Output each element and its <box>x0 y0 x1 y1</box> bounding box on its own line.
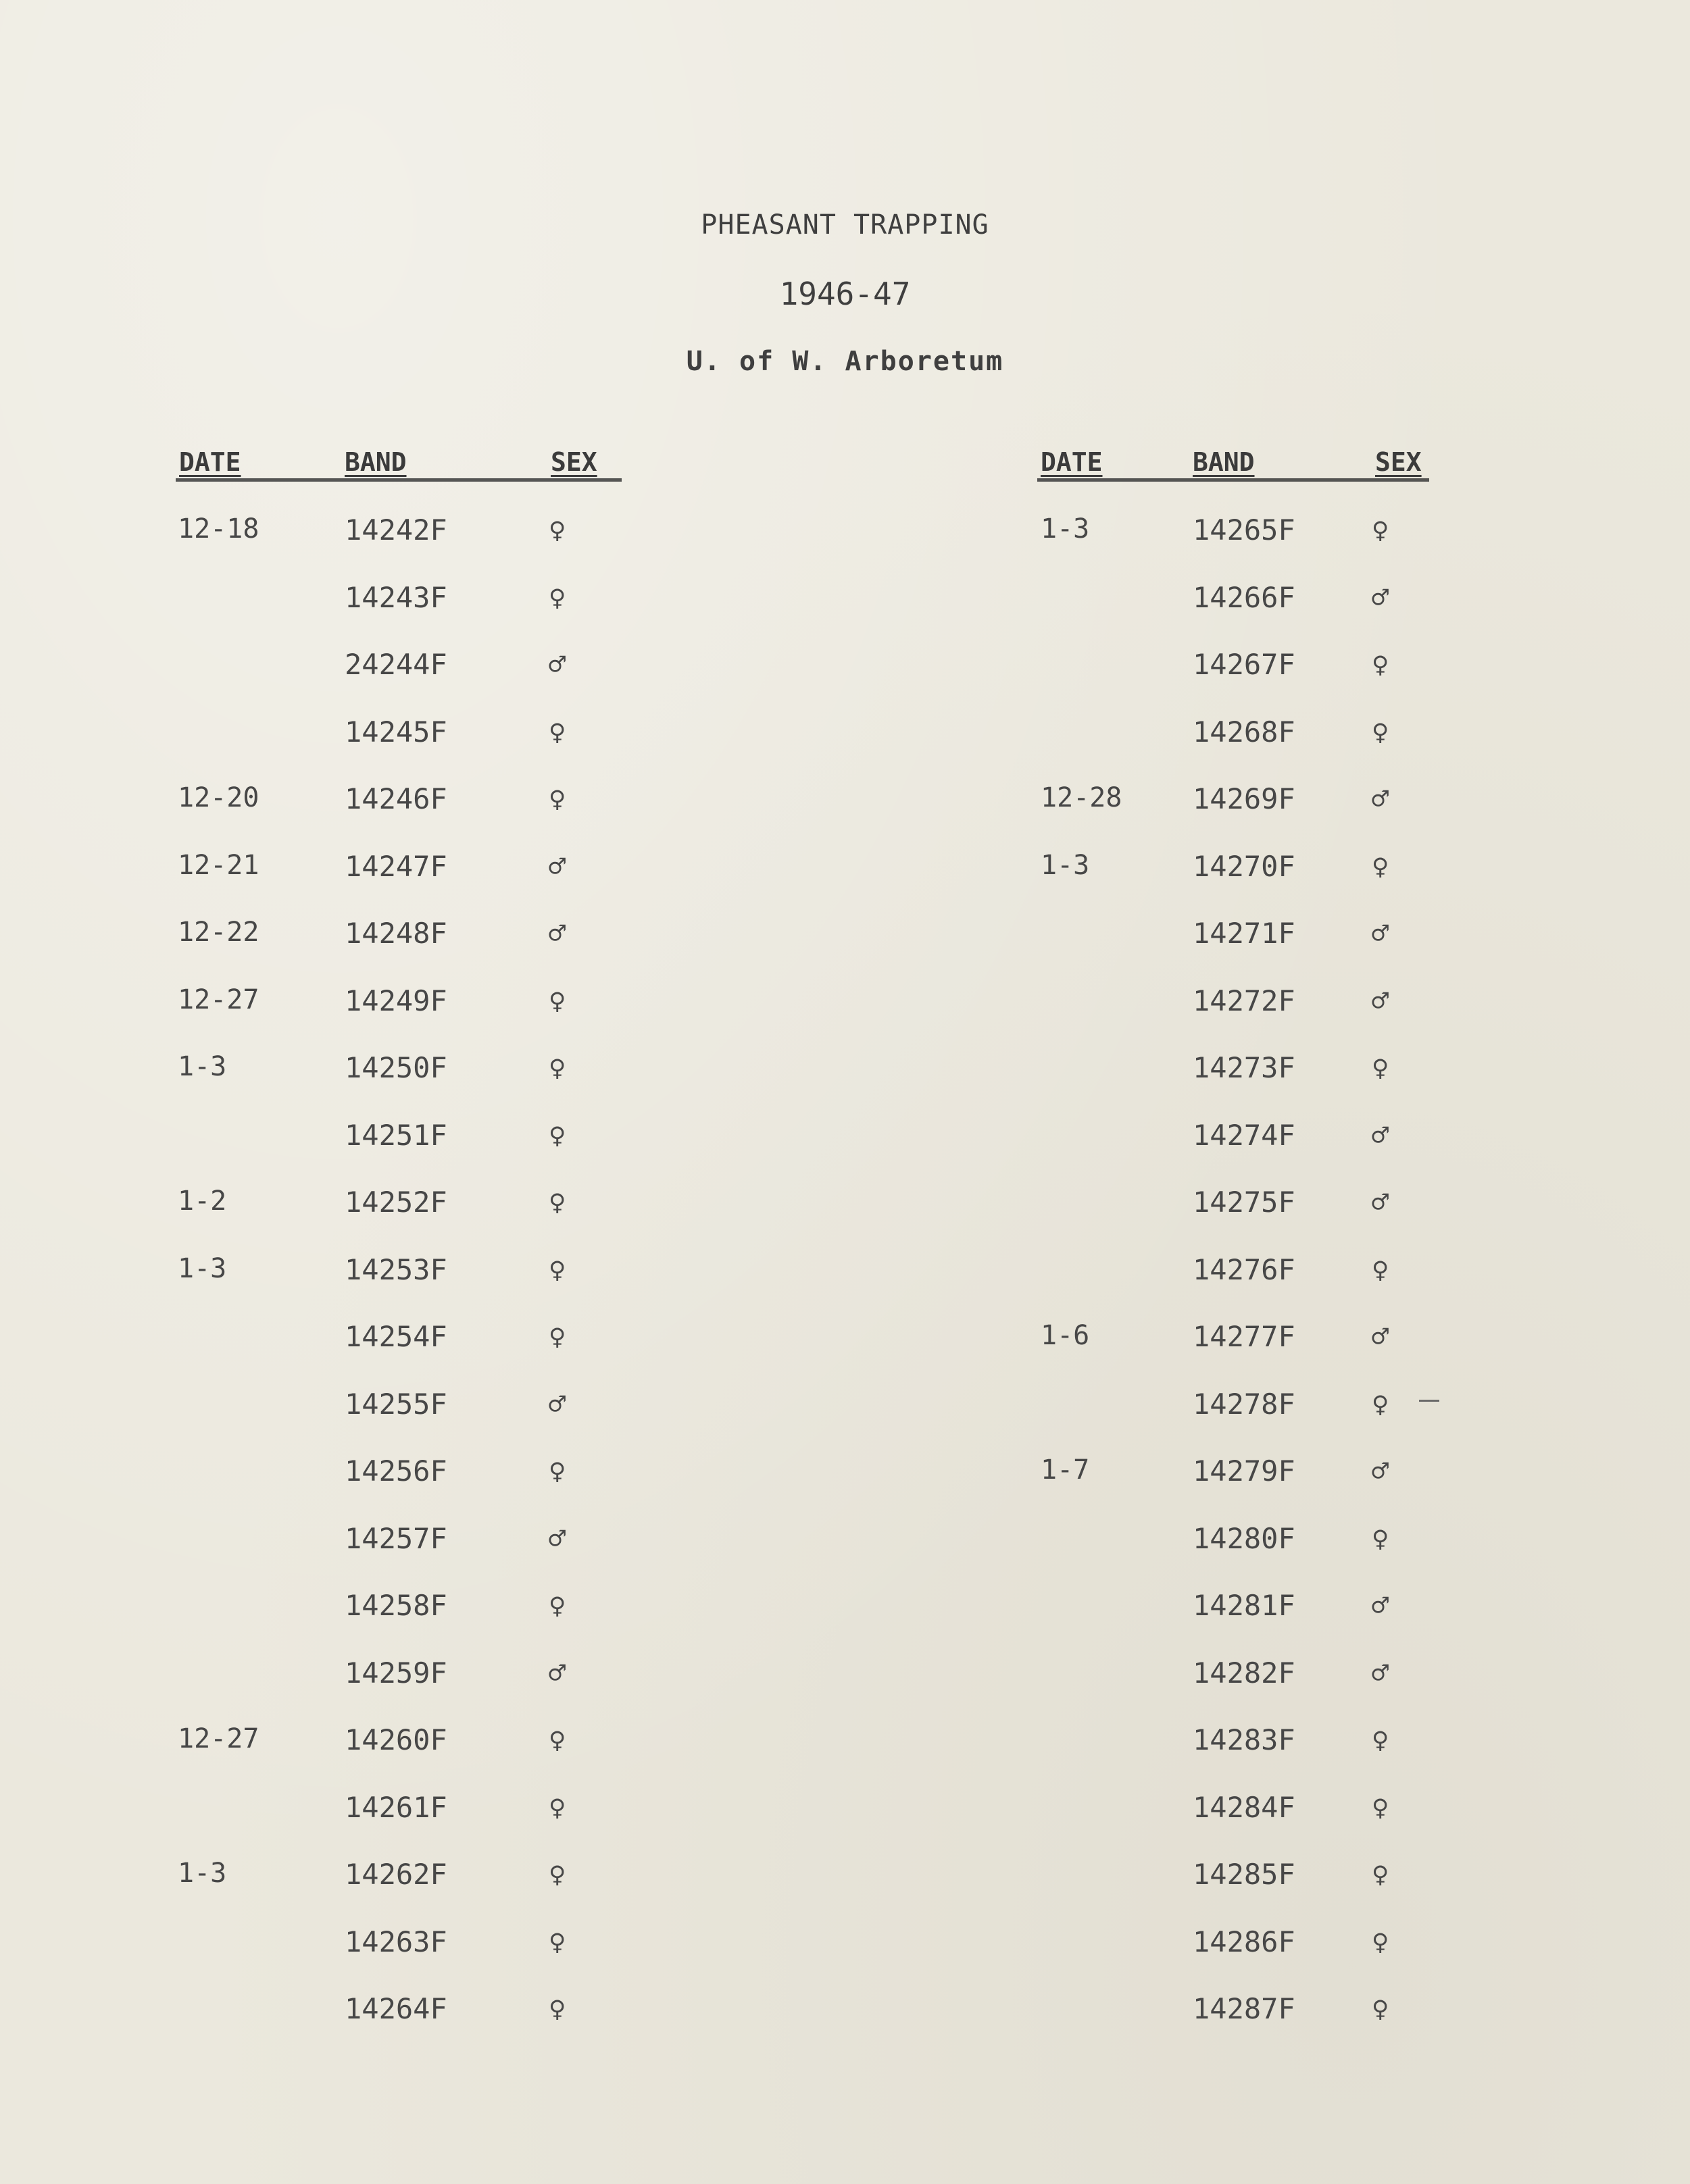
sex-cell: ♂ <box>1372 1656 1389 1690</box>
table-row <box>176 513 649 554</box>
document-title: PHEASANT TRAPPING <box>701 209 989 240</box>
sex-cell: ♀ <box>549 1051 566 1084</box>
band-cell: 14278F <box>1193 1387 1295 1421</box>
band-cell: 14267F <box>1193 648 1295 681</box>
band-cell: 14282F <box>1193 1656 1295 1690</box>
column-header-date: DATE <box>179 447 241 477</box>
table-row <box>176 1589 649 1629</box>
date-cell: 1-3 <box>1041 849 1090 881</box>
column-header-date: DATE <box>1041 447 1103 477</box>
band-cell: 14261F <box>345 1790 447 1824</box>
table-row <box>1037 782 1510 823</box>
sex-cell: ♀ <box>1372 849 1389 883</box>
table-row <box>1037 984 1510 1025</box>
band-cell: 14245F <box>345 715 447 748</box>
table-row <box>1037 1051 1510 1092</box>
band-cell: 14270F <box>1193 849 1295 883</box>
table-row <box>176 1186 649 1226</box>
sex-cell: ♀ <box>1372 1051 1389 1084</box>
date-cell: 1-3 <box>1041 513 1090 544</box>
document-year: 1946-47 <box>779 276 911 312</box>
date-cell: 12-21 <box>178 849 259 881</box>
header-rule <box>1037 478 1429 482</box>
band-cell: 14248F <box>345 917 447 950</box>
band-cell: 14260F <box>345 1723 447 1756</box>
band-cell: 14284F <box>1193 1790 1295 1824</box>
table-row <box>176 1522 649 1563</box>
sex-cell: ♀ <box>549 1992 566 2025</box>
sex-cell: ♂ <box>549 917 566 950</box>
sex-cell: ♀ <box>549 1790 566 1824</box>
sex-cell: ♀ <box>1372 648 1389 681</box>
sex-cell: ♀ <box>1372 1992 1389 2025</box>
band-cell: 14274F <box>1193 1118 1295 1152</box>
sex-cell: ♂ <box>1372 580 1389 614</box>
table-row <box>1037 1656 1510 1697</box>
sex-cell: ♀ <box>549 782 566 815</box>
sex-cell: ♀ <box>549 1320 566 1353</box>
sex-cell: ♀ <box>549 1858 566 1891</box>
sex-cell: ♀ <box>1372 1723 1389 1756</box>
date-cell: 12-18 <box>178 513 259 544</box>
sex-cell: ♂ <box>1372 782 1389 815</box>
table-row <box>1037 1119 1510 1159</box>
table-row <box>176 1388 649 1428</box>
sex-cell: ♂ <box>1372 917 1389 950</box>
table-row <box>176 1051 649 1092</box>
sex-cell: ♀ <box>1372 1790 1389 1824</box>
band-cell: 14272F <box>1193 984 1295 1017</box>
table-row <box>176 715 649 756</box>
band-cell: 14258F <box>345 1589 447 1622</box>
date-cell: 12-27 <box>178 984 259 1015</box>
band-cell: 14285F <box>1193 1858 1295 1891</box>
sex-cell: ♂ <box>549 648 566 681</box>
table-row <box>1037 1253 1510 1294</box>
date-cell: 1-3 <box>178 1252 227 1284</box>
band-cell: 14253F <box>345 1252 447 1286</box>
sex-cell: ♂ <box>549 849 566 883</box>
sex-cell: ♂ <box>549 1521 566 1555</box>
table-row <box>176 1656 649 1697</box>
sex-cell: ♀ <box>549 580 566 614</box>
sex-cell: ♀ <box>1372 1858 1389 1891</box>
table-row <box>176 850 649 890</box>
sex-cell: ♂ <box>1372 1118 1389 1152</box>
sex-cell: ♀ <box>549 1454 566 1488</box>
table-row <box>176 782 649 823</box>
table-row <box>176 1723 649 1764</box>
sex-cell: ♀ <box>1372 715 1389 748</box>
table-row <box>1037 850 1510 890</box>
column-header-band: BAND <box>1193 447 1255 477</box>
band-cell: 14280F <box>1193 1521 1295 1555</box>
table-row <box>176 581 649 621</box>
table-row <box>176 1992 649 2033</box>
table-row <box>176 1253 649 1294</box>
band-cell: 14275F <box>1193 1186 1295 1219</box>
table-row <box>1037 1320 1510 1361</box>
table-row <box>1037 1858 1510 1898</box>
sex-cell: ♀ <box>549 984 566 1017</box>
band-cell: 14252F <box>345 1186 447 1219</box>
table-row <box>1037 715 1510 756</box>
table-row <box>1037 513 1510 554</box>
date-cell: 12-20 <box>178 782 259 813</box>
band-cell: 14250F <box>345 1051 447 1084</box>
table-row <box>1037 1522 1510 1563</box>
band-cell: 14249F <box>345 984 447 1017</box>
date-cell: 1-2 <box>178 1186 227 1217</box>
band-cell: 14281F <box>1193 1589 1295 1622</box>
table-row <box>176 1791 649 1831</box>
column-header-sex: SEX <box>551 447 597 477</box>
sex-cell: ♂ <box>1372 1186 1389 1219</box>
band-cell: 14246F <box>345 782 447 815</box>
band-cell: 14277F <box>1193 1320 1295 1353</box>
sex-cell: ♀ <box>1372 1521 1389 1555</box>
band-cell: 14263F <box>345 1925 447 1958</box>
band-cell: 14279F <box>1193 1454 1295 1488</box>
band-cell: 14257F <box>345 1521 447 1555</box>
table-row <box>1037 1992 1510 2033</box>
date-cell: 1-6 <box>1041 1320 1090 1351</box>
column-header-sex: SEX <box>1375 447 1422 477</box>
band-cell: 14251F <box>345 1118 447 1152</box>
band-cell: 14266F <box>1193 580 1295 614</box>
table-row <box>1037 1791 1510 1831</box>
date-cell: 1-3 <box>178 1858 227 1889</box>
band-cell: 14268F <box>1193 715 1295 748</box>
table-row <box>176 1119 649 1159</box>
sex-cell: ♀ <box>1372 1252 1389 1286</box>
table-row <box>176 1454 649 1495</box>
sex-cell: ♀ <box>549 1589 566 1622</box>
sex-cell: ♀ <box>549 1118 566 1152</box>
band-cell: 14262F <box>345 1858 447 1891</box>
header-rule <box>176 478 622 482</box>
sex-cell: ♀ <box>549 513 566 547</box>
column-header-band: BAND <box>345 447 407 477</box>
table-row <box>1037 1723 1510 1764</box>
date-cell: 12-28 <box>1041 782 1122 813</box>
table-row <box>1037 1454 1510 1495</box>
sex-cell: ♂ <box>549 1656 566 1690</box>
date-cell: 1-3 <box>178 1051 227 1082</box>
date-cell: 12-27 <box>178 1723 259 1754</box>
table-row <box>176 648 649 688</box>
sex-cell: ♀ <box>1372 1387 1389 1421</box>
band-cell: 14287F <box>1193 1992 1295 2025</box>
table-row <box>176 1320 649 1361</box>
table-row <box>1037 1589 1510 1629</box>
band-cell: 14271F <box>1193 917 1295 950</box>
table-row <box>1037 1186 1510 1226</box>
band-cell: 24244F <box>345 648 447 681</box>
date-cell: 12-22 <box>178 917 259 948</box>
band-cell: 14256F <box>345 1454 447 1488</box>
band-cell: 14264F <box>345 1992 447 2025</box>
sex-cell: ♂ <box>1372 1454 1389 1488</box>
table-row <box>1037 1925 1510 1966</box>
table-row <box>176 1925 649 1966</box>
band-cell: 14276F <box>1193 1252 1295 1286</box>
sex-cell: ♀ <box>1372 513 1389 547</box>
table-row <box>1037 917 1510 957</box>
sex-cell: ♀ <box>549 1723 566 1756</box>
band-cell: 14283F <box>1193 1723 1295 1756</box>
sex-cell: ♂ <box>1372 1320 1389 1353</box>
band-cell: 14254F <box>345 1320 447 1353</box>
band-cell: 14286F <box>1193 1925 1295 1958</box>
date-cell: 1-7 <box>1041 1454 1090 1485</box>
table-row <box>1037 648 1510 688</box>
sex-cell: ♀ <box>549 1252 566 1286</box>
band-cell: 14259F <box>345 1656 447 1690</box>
document-location: U. of W. Arboretum <box>686 346 1004 377</box>
sex-cell: ♂ <box>1372 984 1389 1017</box>
sex-cell: ♂ <box>549 1387 566 1421</box>
band-cell: 14265F <box>1193 513 1295 547</box>
sex-cell: ♀ <box>549 715 566 748</box>
margin-dash-mark <box>1419 1400 1439 1402</box>
band-cell: 14247F <box>345 849 447 883</box>
sex-cell: ♂ <box>1372 1589 1389 1622</box>
table-row <box>1037 1388 1510 1428</box>
band-cell: 14273F <box>1193 1051 1295 1084</box>
sex-cell: ♀ <box>549 1925 566 1958</box>
table-row <box>176 984 649 1025</box>
table-row <box>176 1858 649 1898</box>
table-row <box>176 917 649 957</box>
sex-cell: ♀ <box>1372 1925 1389 1958</box>
band-cell: 14255F <box>345 1387 447 1421</box>
sex-cell: ♀ <box>549 1186 566 1219</box>
table-row <box>1037 581 1510 621</box>
band-cell: 14242F <box>345 513 447 547</box>
band-cell: 14269F <box>1193 782 1295 815</box>
band-cell: 14243F <box>345 580 447 614</box>
